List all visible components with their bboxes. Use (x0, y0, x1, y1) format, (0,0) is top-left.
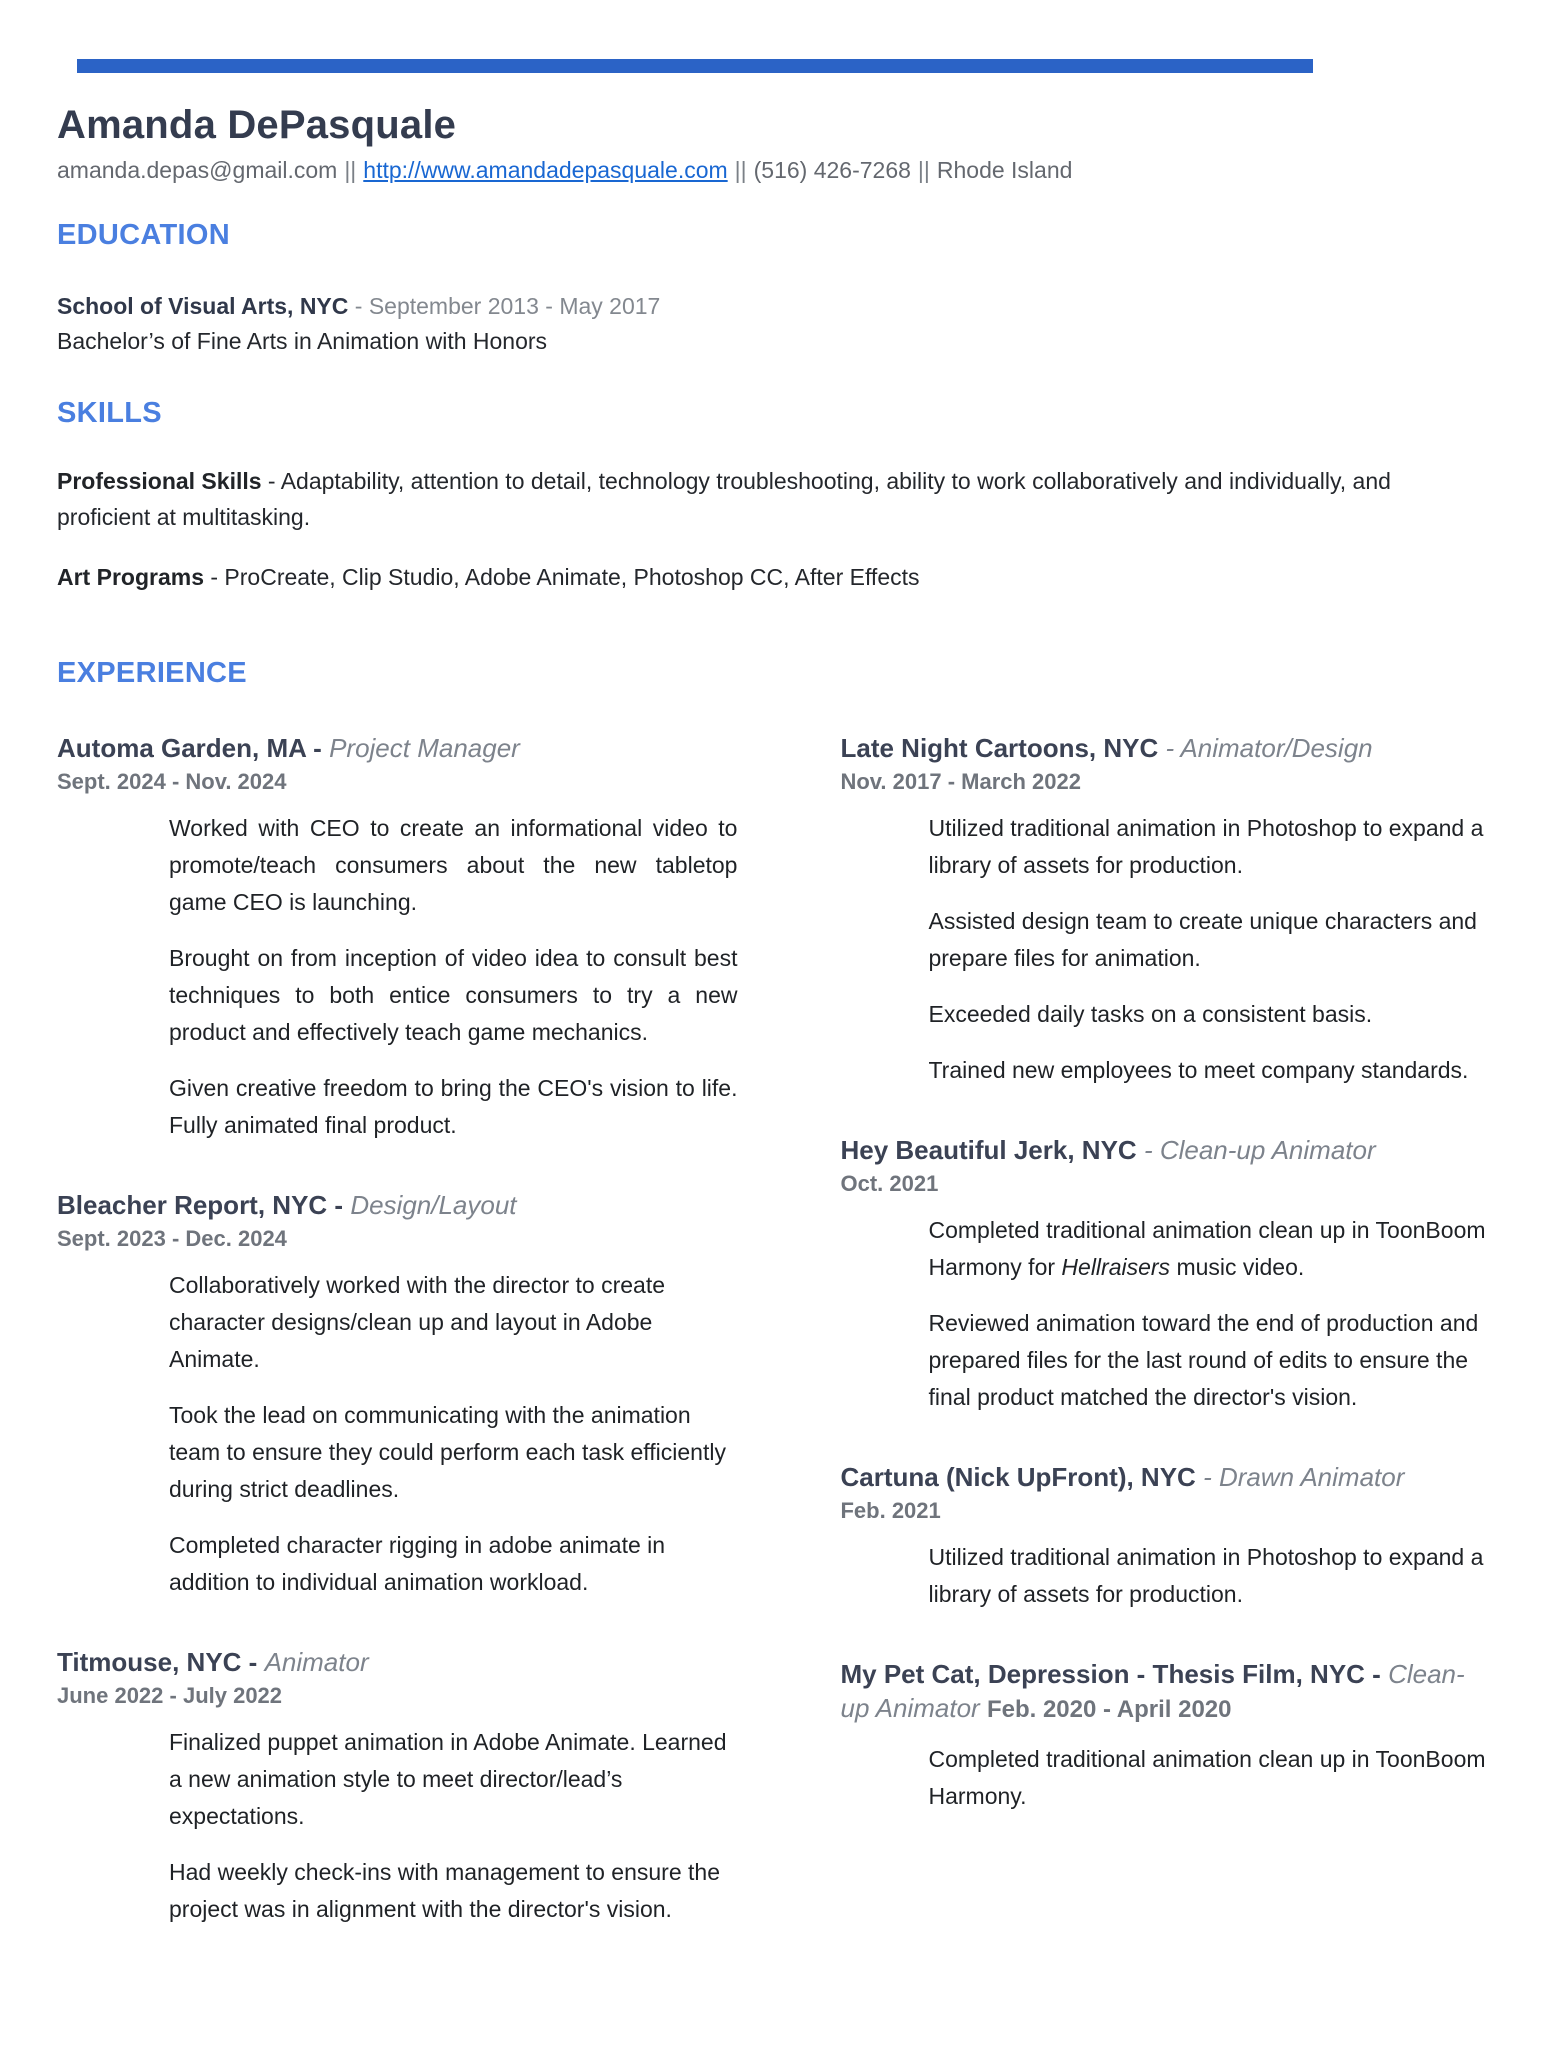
art-programs-line (57, 559, 1490, 595)
experience-columns (57, 731, 1490, 1972)
job-company: Cartuna (Nick UpFront), NYC (840, 1462, 1196, 1492)
column-gap (737, 731, 840, 1972)
job-bullet: Exceeded daily tasks on a consistent basis. (928, 1001, 1373, 1027)
job-dates-inline: Feb. 2020 - April 2020 (986, 1696, 1232, 1723)
bullet-text: music video. (1170, 1254, 1305, 1280)
job-bullets (928, 1212, 1490, 1416)
job-header (840, 1133, 1490, 1167)
education-block (57, 289, 1490, 359)
section-title-experience: EXPERIENCE (57, 657, 247, 689)
job-bullet: Brought on from inception of video idea to consult best techniques to both entice consumers to try a new product and effectively teach game mechanics. (169, 945, 738, 1045)
job-role: - Clean-up Animator (1143, 1135, 1376, 1165)
bullet-italic-text: Hellraisers (1061, 1254, 1171, 1280)
professional-skills-label: Professional Skills (57, 468, 262, 494)
job-bullets (928, 810, 1490, 1089)
job-role: Clean-up Animator (840, 1659, 1465, 1723)
job-header (840, 1460, 1490, 1494)
job-bullet: Had weekly check-ins with management to ensure the project was in alignment with the director's vision. (169, 1859, 721, 1922)
job-company: Titmouse, NYC - (57, 1647, 258, 1677)
job-bullet: Took the lead on communicating with the animation team to ensure they could perform each task efficiently during strict deadlines. (169, 1402, 726, 1502)
job-entry-late-night-cartoons (840, 731, 1490, 1089)
job-company: Late Night Cartoons, NYC (840, 733, 1159, 763)
job-bullet: Reviewed animation toward the end of production and prepared files for the last round of edits to ensure the final product matched the director's vision. (928, 1310, 1479, 1410)
job-role: - Drawn Animator (1203, 1462, 1405, 1492)
job-company: Automa Garden, MA - (57, 733, 322, 763)
job-header (57, 1188, 737, 1222)
location-text: Rhode Island (936, 157, 1073, 183)
professional-skills-line (57, 463, 1490, 535)
job-entry-automa-garden (57, 731, 737, 1144)
job-bullets (928, 1741, 1490, 1815)
job-role: Animator (264, 1647, 369, 1677)
education-entry (57, 289, 1490, 324)
job-dates: Nov. 2017 - March 2022 (840, 769, 1081, 794)
job-company: My Pet Cat, Depression - Thesis Film, NYC - (840, 1659, 1381, 1689)
experience-column-left (57, 731, 737, 1972)
job-bullets (169, 1267, 737, 1601)
job-dates: Sept. 2023 - Dec. 2024 (57, 1226, 287, 1251)
job-bullet: Given creative freedom to bring the CEO's vision to life. Fully animated final product. (169, 1075, 738, 1138)
job-bullets (169, 1724, 737, 1928)
contact-separator: || (734, 157, 747, 183)
job-bullet (928, 1212, 1490, 1286)
experience-column-right (840, 731, 1490, 1972)
website-link[interactable]: http://www.amandadepasquale.com (363, 157, 728, 183)
email-text: amanda.depas@gmail.com (57, 157, 338, 183)
job-entry-bleacher-report (57, 1188, 737, 1601)
job-dates: Sept. 2024 - Nov. 2024 (57, 769, 287, 794)
job-header (57, 731, 737, 765)
job-header (840, 1657, 1490, 1727)
job-bullet: Utilized traditional animation in Photoshop to expand a library of assets for production. (928, 1544, 1484, 1607)
accent-bar (77, 59, 1313, 73)
job-bullet: Completed character rigging in adobe animate in addition to individual animation workload. (169, 1532, 666, 1595)
degree-line: Bachelor’s of Fine Arts in Animation with Honors (57, 328, 548, 354)
bullet-text: Completed traditional animation clean up in ToonBoom Harmony for (928, 1217, 1486, 1280)
job-company: Hey Beautiful Jerk, NYC (840, 1135, 1137, 1165)
job-bullet: Completed traditional animation clean up in ToonBoom Harmony. (928, 1746, 1486, 1809)
job-dates: Oct. 2021 (840, 1171, 939, 1196)
resume-name: Amanda DePasquale (57, 103, 457, 147)
phone-text: (516) 426-7268 (753, 157, 911, 183)
job-header (840, 731, 1490, 765)
professional-skills-text: - Adaptability, attention to detail, technology troubleshooting, ability to work collaboratively and individually, and proficient at multitasking. (57, 468, 1391, 530)
job-role: - Animator/Design (1165, 733, 1373, 763)
job-company: Bleacher Report, NYC - (57, 1190, 344, 1220)
job-bullet: Finalized puppet animation in Adobe Animate. Learned a new animation style to meet director/lead’s expectations. (169, 1729, 727, 1829)
job-entry-hey-beautiful-jerk (840, 1133, 1490, 1416)
contact-separator: || (344, 157, 357, 183)
art-programs-text: - ProCreate, Clip Studio, Adobe Animate, Photoshop CC, After Effects (210, 564, 920, 590)
job-bullet: Assisted design team to create unique characters and prepare files for animation. (928, 908, 1477, 971)
job-entry-titmouse (57, 1645, 737, 1928)
job-bullet: Collaboratively worked with the director to create character designs/clean up and layout in Adobe Animate. (169, 1272, 666, 1372)
job-header (57, 1645, 737, 1679)
job-entry-cartuna (840, 1460, 1490, 1613)
job-entry-my-pet-cat (840, 1657, 1490, 1815)
job-bullet: Utilized traditional animation in Photoshop to expand a library of assets for production. (928, 815, 1484, 878)
section-title-skills: SKILLS (57, 397, 162, 429)
school-name: School of Visual Arts, NYC (57, 293, 349, 319)
job-role: Design/Layout (350, 1190, 517, 1220)
job-bullets (928, 1539, 1490, 1613)
job-bullet: Trained new employees to meet company standards. (928, 1057, 1469, 1083)
job-bullets (169, 810, 737, 1144)
job-bullet: Worked with CEO to create an informational video to promote/teach consumers about the new tabletop game CEO is launching. (169, 815, 738, 915)
job-role: Project Manager (329, 733, 520, 763)
job-dates: Feb. 2021 (840, 1498, 941, 1523)
job-dates: June 2022 - July 2022 (57, 1683, 283, 1708)
education-dates: - September 2013 - May 2017 (354, 293, 661, 319)
section-title-education: EDUCATION (57, 219, 230, 251)
art-programs-label: Art Programs (57, 564, 204, 590)
contact-separator: || (917, 157, 930, 183)
contact-line (57, 155, 1490, 185)
